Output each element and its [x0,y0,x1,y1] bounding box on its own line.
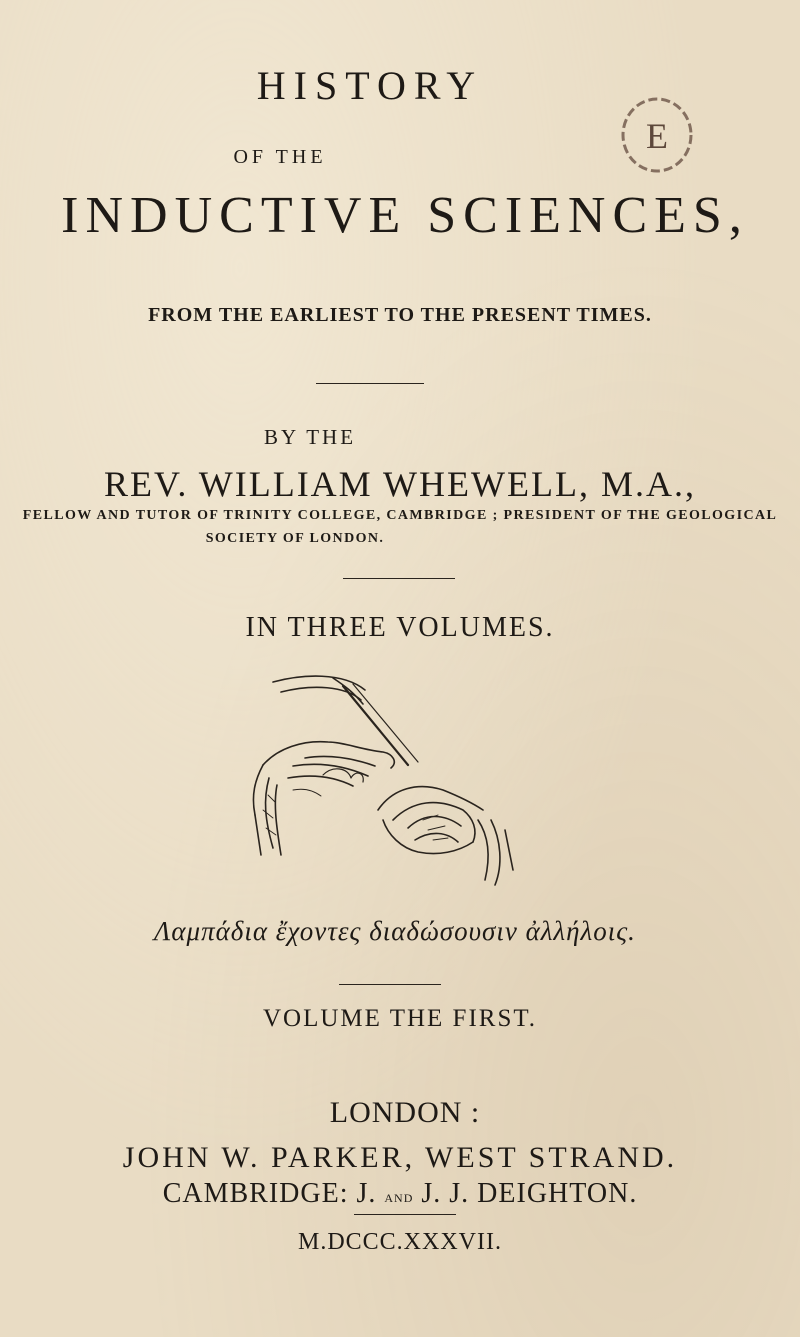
volume-count: IN THREE VOLUMES. [245,612,555,643]
of-the: OF THE [233,146,327,168]
greek-motto: Λαμπάδια ἔχοντες διαδώσουσιν ἀλλήλοις. [154,916,636,946]
publication-place: LONDON : [329,1096,481,1129]
title-history: HISTORY [256,63,484,108]
publisher-line2-start: CAMBRIDGE: J. [162,1178,377,1209]
subtitle: FROM THE EARLIEST TO THE PRESENT TIMES. [148,304,652,326]
author-credentials-line1: FELLOW AND TUTOR OF TRINITY COLLEGE, CAMBRIDGE ; PRESIDENT OF THE GEOLOGICAL [22,508,778,523]
volume-label: VOLUME THE FIRST. [262,1005,538,1032]
divider-1 [316,383,424,384]
hands-passing-torch-emblem [233,670,523,895]
publisher-line2-and: and [384,1187,414,1206]
author-name: REV. WILLIAM WHEWELL, M.A., [104,464,696,504]
author-credentials-line2: SOCIETY OF LONDON. [205,531,385,546]
divider-4 [354,1214,456,1215]
publication-date: M.DCCC.XXXVII. [297,1229,502,1255]
publisher-line2 [0,1178,800,1210]
publisher-line1: JOHN W. PARKER, WEST STRAND. [122,1141,678,1174]
divider-2 [343,578,455,579]
by-the: BY THE [263,425,357,449]
divider-3 [339,984,441,985]
stamp-letter: E [646,116,668,156]
main-title: INDUCTIVE SCIENCES, [61,187,749,244]
publisher-line2-end: J. J. DEIGHTON. [421,1178,638,1209]
library-stamp [612,88,702,178]
